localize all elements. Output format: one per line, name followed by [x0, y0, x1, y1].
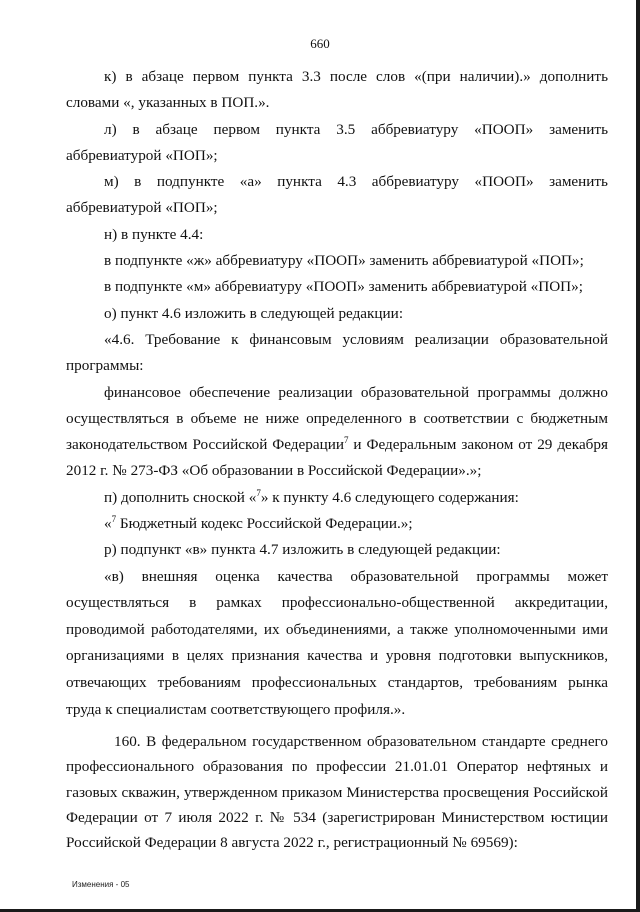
footer-note: Изменения - 05	[72, 880, 130, 889]
footnote-mark-7: 7	[256, 487, 261, 498]
footnote-7-open: «	[104, 515, 112, 533]
item-160: 160. В федеральном государственном образовательном стандарте среднего профессионального образования по профессии 21.01.01 Оператор нефтяных и газовых скважин, утвержденном приказом Министерства просвещения Российской Федерации от 7 июля 2022 г. № 534 (зарегистрирован Министерством юстиции Российской Федерации 8 августа 2022 г., регистрационный № 69569):	[66, 733, 608, 852]
page-number: 660	[310, 36, 330, 51]
quote-4-6-body	[66, 380, 608, 485]
quote-4-6-title: «4.6. Требование к финансовым условиям реализации образовательной программы:	[66, 330, 608, 375]
paragraph-p-text-cont: » к пункту 4.6 следующего содержания:	[260, 488, 519, 506]
paragraph-l: л) в абзаце первом пункта 3.5 аббревиатуру «ПООП» заменить аббревиатурой «ПОП»;	[66, 120, 608, 164]
scan-edge-right	[636, 0, 640, 912]
paragraph-p	[66, 485, 608, 511]
paragraph-r: р) подпункт «в» пункта 4.7 изложить в следующей редакции:	[104, 541, 501, 559]
paragraph-n-m: в подпункте «м» аббревиатуру «ПООП» заменить аббревиатурой «ПОП»;	[104, 278, 583, 296]
document-body	[66, 64, 608, 855]
footnote-ref-7: 7	[343, 435, 349, 446]
footnote-7-sup: 7	[111, 513, 117, 524]
paragraph-n: н) в пункте 4.4:	[104, 225, 204, 243]
footnote-7-body: Бюджетный кодекс Российской Федерации.»;	[116, 515, 413, 533]
quote-4-6-body-text-cont: и Федеральным законом от 29 декабря 2012 г. № 273-ФЗ «Об образовании в Российской Федерации».»;	[66, 436, 608, 480]
quote-4-6-body-text: финансовое обеспечение реализации образовательной программы должно осуществляться в объеме не ниже определенного в соответствии с бюджетным законодательством Российской Федерации	[66, 383, 608, 454]
paragraph-k: к) в абзаце первом пункта 3.3 после слов «(при наличии).» дополнить словами «, указанных в ПОП.».	[66, 68, 608, 112]
quote-4-7-v: «в) внешняя оценка качества образовательной программы может осуществляться в рамках профессионально-общественной аккредитации, проводимой работодателями, их объединениями, а также уполномоченными ими организациями в целях признания качества и уровня подготовки выпускников, отвечающих требованиям профессиональных стандартов, требованиям рынка труда к специалистам соответствующего профиля.».	[66, 567, 608, 718]
paragraph-p-text: п) дополнить сноской «	[104, 488, 257, 506]
footnote-7-text	[66, 511, 608, 537]
paragraph-o: о) пункт 4.6 изложить в следующей редакции:	[104, 304, 404, 322]
paragraph-m: м) в подпункте «а» пункта 4.3 аббревиатуру «ПООП» заменить аббревиатурой «ПОП»;	[66, 173, 608, 217]
paragraph-n-zh: в подпункте «ж» аббревиатуру «ПООП» заменить аббревиатурой «ПОП»;	[104, 252, 584, 270]
